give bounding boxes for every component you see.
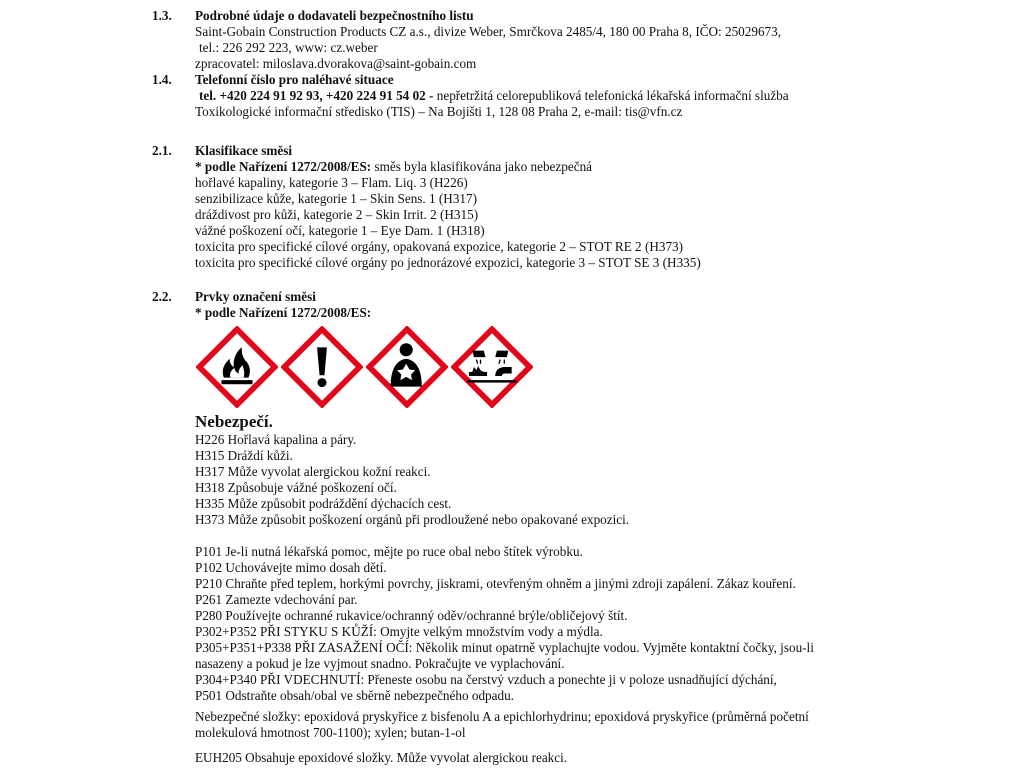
section-number: 1.4. [152, 72, 172, 87]
section-title: Prvky označení směsi [195, 289, 316, 304]
classification-item: toxicita pro specifické cílové orgány po jednorázové expozici, kategorie 3 – STOT SE 3 (H335) [195, 255, 701, 270]
classification-item: hořlavé kapaliny, kategorie 3 – Flam. Liq. 3 (H226) [195, 175, 468, 190]
precautionary-statement: P210 Chraňte před teplem, horkými povrchy, jiskrami, otevřeným ohněm a jinými zdroji zapálení. Zákaz kouření. [195, 576, 796, 591]
corrosion-icon [451, 326, 533, 408]
regulation-result: směs byla klasifikována jako nebezpečná [371, 159, 593, 174]
classification-item: dráždivost pro kůži, kategorie 2 – Skin Irrit. 2 (H315) [195, 207, 479, 222]
signal-word: Nebezpečí. [195, 412, 273, 431]
processor-email: zpracovatel: miloslava.dvorakova@saint-gobain.com [195, 56, 477, 71]
classification-regulation [195, 159, 935, 175]
hazard-statement: H315 Dráždí kůži. [195, 448, 293, 463]
section-number: 2.2. [152, 289, 172, 304]
exclamation-mark-icon [281, 326, 363, 408]
classification-item: vážné poškození očí, kategorie 1 – Eye Dam. 1 (H318) [195, 223, 485, 238]
precautionary-statement: P501 Odstraňte obsah/obal ve sběrně nebezpečného odpadu. [195, 688, 514, 703]
precautionary-statement: P280 Používejte ochranné rukavice/ochranný oděv/ochranné brýle/obličejový štít. [195, 608, 628, 623]
emergency-phone-numbers: tel. +420 224 91 92 93, +420 224 91 54 02 - [199, 88, 434, 103]
precautionary-statement: nasazeny a pokud je lze vyjmout snadno. Pokračujte ve vyplachování. [195, 656, 565, 671]
flame-icon [196, 326, 278, 408]
precautionary-statement: P304+P340 PŘI VDECHNUTÍ: Přeneste osobu na čerstvý vzduch a ponechte ji v poloze usnadňující dýchání, [195, 672, 777, 687]
section-title: Podrobné údaje o dodavateli bezpečnostního listu [195, 8, 474, 23]
regulation-reference: * podle Nařízení 1272/2008/ES: [195, 159, 372, 174]
supplier-address: Saint-Gobain Construction Products CZ a.s., divize Weber, Smrčkova 2485/4, 180 00 Praha 8, IČO: 25029673, [195, 24, 782, 39]
hazard-statement: H226 Hořlavá kapalina a páry. [195, 432, 357, 447]
precautionary-statement: P102 Uchovávejte mimo dosah dětí. [195, 560, 387, 575]
health-hazard-icon [366, 326, 448, 408]
hazardous-components: Nebezpečné složky: epoxidová pryskyřice z bisfenolu A a epichlorhydrinu; epoxidová pryskyřice (průměrná početní [195, 709, 809, 724]
hazard-statement: H318 Způsobuje vážné poškození očí. [195, 480, 397, 495]
precautionary-statement: P261 Zamezte vdechování par. [195, 592, 358, 607]
hazardous-components: molekulová hmotnost 700-1100); xylen; butan-1-ol [195, 725, 466, 740]
hazard-statement: H373 Může způsobit poškození orgánů při prodloužené nebo opakované expozici. [195, 512, 630, 527]
section-title: Telefonní číslo pro naléhavé situace [195, 72, 394, 87]
hazard-statement: H335 Může způsobit podráždění dýchacích cest. [195, 496, 452, 511]
section-number: 2.1. [152, 143, 172, 158]
section-title: Klasifikace směsi [195, 143, 293, 158]
hazard-statement: H317 Může vyvolat alergickou kožní reakci. [195, 464, 431, 479]
euh-statement: EUH205 Obsahuje epoxidové složky. Může vyvolat alergickou reakci. [195, 750, 568, 765]
section-number: 1.3. [152, 8, 172, 23]
classification-item: senzibilizace kůže, kategorie 1 – Skin Sens. 1 (H317) [195, 191, 477, 206]
ghs-pictograms [196, 326, 935, 408]
emergency-phones [195, 88, 935, 104]
regulation-reference: * podle Nařízení 1272/2008/ES: [195, 305, 372, 320]
tis-contact: Toxikologické informační středisko (TIS) – Na Bojišti 1, 128 08 Praha 2, e-mail: tis@vfn.cz [195, 104, 683, 119]
precautionary-statement: P305+P351+P338 PŘI ZASAŽENÍ OČÍ: Několik minut opatrně vyplachujte vodou. Vyjměte kontaktní čočky, jsou-li [195, 640, 814, 655]
emergency-phone-description: nepřetržitá celorepubliková telefonická lékařská informační služba [433, 88, 789, 103]
supplier-contact: tel.: 226 292 223, www: cz.weber [199, 40, 378, 55]
classification-item: toxicita pro specifické cílové orgány, opakovaná expozice, kategorie 2 – STOT RE 2 (H373) [195, 239, 684, 254]
precautionary-statement: P302+P352 PŘI STYKU S KŮŽÍ: Omyjte velkým množstvím vody a mýdla. [195, 624, 603, 639]
precautionary-statement: P101 Je-li nutná lékařská pomoc, mějte po ruce obal nebo štítek výrobku. [195, 544, 583, 559]
